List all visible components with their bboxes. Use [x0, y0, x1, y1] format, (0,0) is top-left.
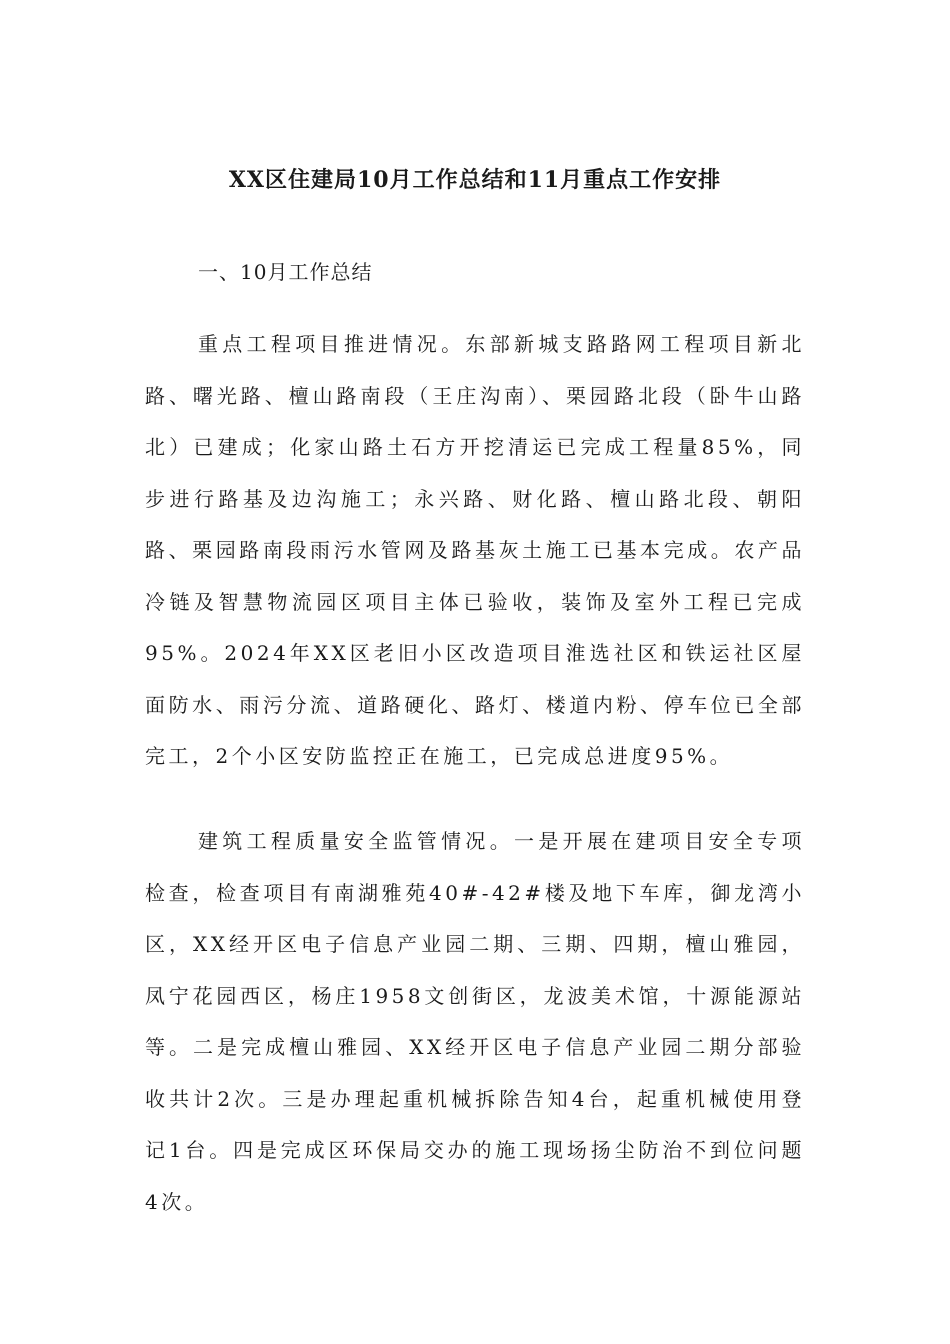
document-title: XX区住建局10月工作总结和11月重点工作安排	[228, 167, 722, 193]
paragraph-quality-safety: 建筑工程质量安全监管情况。一是开展在建项目安全专项检查，检查项目有南湖雅苑40#-42#楼及地下车库，御龙湾小区，XX经开区电子信息产业园二期、三期、四期，檀山雅园，凤宁花园西区，杨庄1958文创街区，龙波美术馆，十源能源站等。二是完成檀山雅园、XX经开区电子信息产业园二期分部验收共计2次。三是办理起重机械拆除告知4台，起重机械使用登记1台。四是完成区环保局交办的施工现场扬尘防治不到位问题4次。	[145, 829, 805, 1214]
paragraph-key-projects: 重点工程项目推进情况。东部新城支路路网工程项目新北路、曙光路、檀山路南段（王庄沟南）、栗园路北段（卧牛山路北）已建成；化家山路土石方开挖清运已完成工程量85%，同步进行路基及边沟施工；永兴路、财化路、檀山路北段、朝阳路、栗园路南段雨污水管网及路基灰土施工已基本完成。农产品冷链及智慧物流园区项目主体已验收，装饰及室外工程已完成95%。2024年XX区老旧小区改造项目淮选社区和铁运社区屋面防水、雨污分流、道路硬化、路灯、楼道内粉、停车位已全部完工，2个小区安防监控正在施工，已完成总进度95%。	[145, 332, 805, 768]
section-heading: 一、10月工作总结	[198, 260, 373, 284]
